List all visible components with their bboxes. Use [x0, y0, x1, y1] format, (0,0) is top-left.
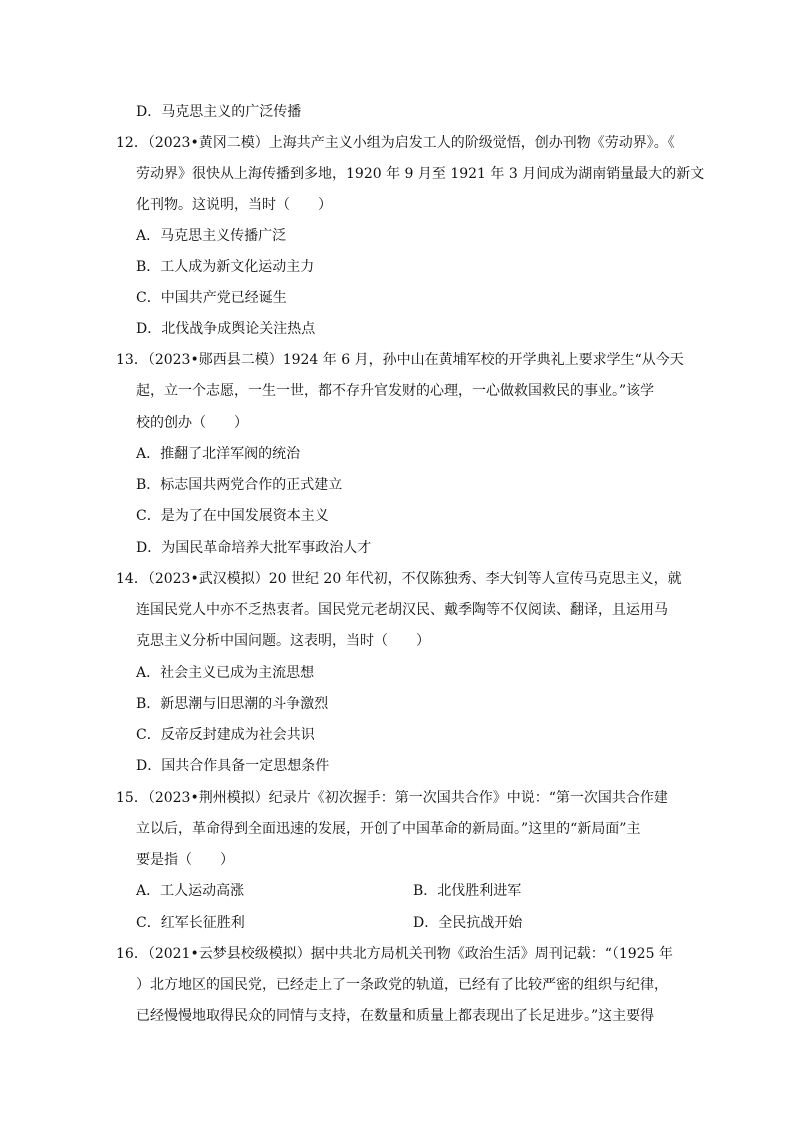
q12-line-1: 12．（2023•黄冈二模）上海共产主义小组为启发工人的阶级觉悟，创办刊物《劳动界》。《 — [116, 135, 675, 151]
q13-option-b: B．标志国共两党合作的正式建立 — [136, 477, 343, 493]
q14-option-b: B．新思潮与旧思潮的斗争激烈 — [136, 696, 329, 712]
q12-option-c: C．中国共产党已经诞生 — [136, 290, 287, 306]
q15-option-d: D．全民抗战开始 — [413, 915, 523, 931]
q16-line-1: 16．（2021•云梦县校级模拟）据中共北方局机关刊物《政治生活》周刊记载：“（1925 年 — [116, 946, 673, 962]
q15-line-3: 要是指（ ） — [136, 852, 234, 868]
q14-line-3: 克思主义分析中国问题。这表明，当时（ ） — [136, 633, 430, 649]
q12-line-2: 劳动界》很快从上海传播到多地，1920 年 9 月至 1921 年 3 月间成为湖南销量最大的新文 — [136, 166, 705, 182]
q12-line-3: 化刊物。这说明，当时（ ） — [136, 197, 332, 213]
q13-line-2: 起，立一个志愿，一生一世，都不存升官发财的心理，一心做救国救民的事业。”该学 — [136, 383, 655, 399]
prev-option-d: D．马克思主义的广泛传播 — [136, 104, 302, 120]
q13-option-a: A．推翻了北洋军阀的统治 — [136, 446, 301, 462]
q12-option-d: D．北伐战争成舆论关注热点 — [136, 321, 316, 337]
q13-option-c: C．是为了在中国发展资本主义 — [136, 508, 329, 524]
q14-option-c: C．反帝反封建成为社会共识 — [136, 727, 315, 743]
q15-line-1: 15．（2023•荆州模拟）纪录片《初次握手：第一次国共合作》中说：“第一次国共合作建 — [116, 790, 668, 806]
q13-option-d: D．为国民革命培养大批军事政治人才 — [136, 540, 372, 556]
q14-line-1: 14．（2023•武汉模拟）20 世纪 20 年代初，不仅陈独秀、李大钊等人宣传马克思主义，就 — [116, 571, 682, 587]
q13-line-3: 校的创办（ ） — [136, 415, 248, 431]
q12-option-b: B．工人成为新文化运动主力 — [136, 259, 315, 275]
q15-line-2: 立以后，革命得到全面迅速的发展，开创了中国革命的新局面。”这里的“新局面”主 — [136, 821, 641, 837]
q13-line-1: 13．（2023•郧西县二模）1924 年 6 月，孙中山在黄埔军校的开学典礼上要求学生“从今天 — [116, 352, 684, 368]
q15-option-a: A．工人运动高涨 — [136, 883, 245, 899]
q14-line-2: 连国民党人中亦不乏热衷者。国民党元老胡汉民、戴季陶等不仅阅读、翻译，且运用马 — [136, 602, 668, 618]
q15-option-c: C．红军长征胜利 — [136, 915, 245, 931]
q16-line-3: 已经慢慢地取得民众的同情与支持，在数量和质量上都表现出了长足进步。”这主要得 — [136, 1008, 655, 1024]
q15-option-b: B．北伐胜利进军 — [413, 883, 522, 899]
q14-option-a: A．社会主义已成为主流思想 — [136, 665, 315, 681]
q14-option-d: D．国共合作具备一定思想条件 — [136, 758, 330, 774]
q12-option-a: A．马克思主义传播广泛 — [136, 228, 287, 244]
q16-line-2: ）北方地区的国民党，已经走上了一条政党的轨道，已经有了比较严密的组织与纪律， — [136, 977, 668, 993]
